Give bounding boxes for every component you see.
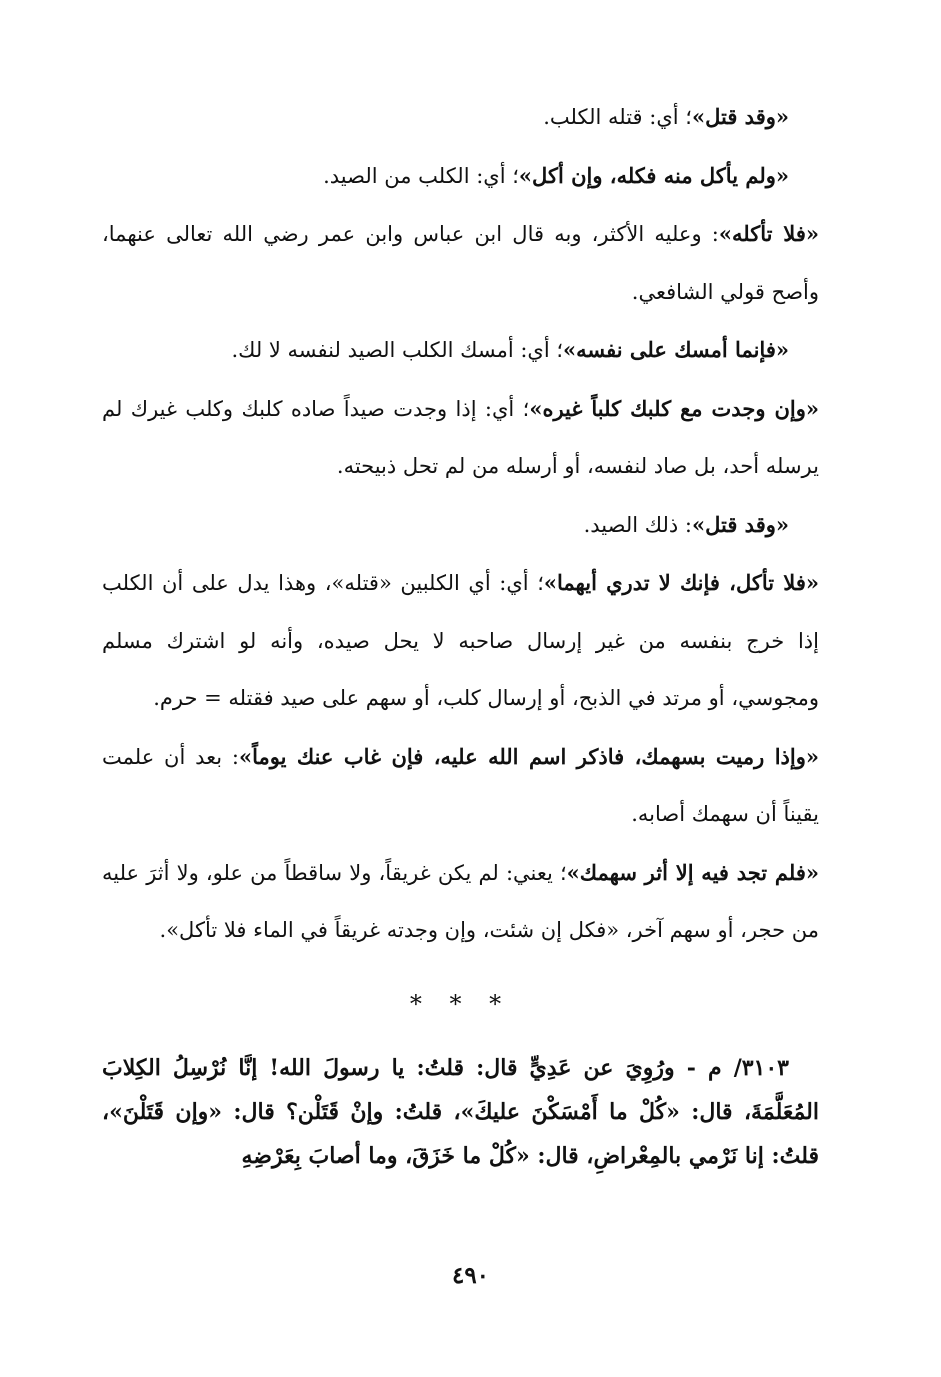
- commentary-text: ؛ أي: أي الكلبين «قتله»، وهذا يدل على أن الكلب إذا خرج بنفسه من غير إرسال صاحبه لا يحل صيده، وأنه لو اشترك مسلم ومجوسي، أو مرتد في الذبح، أو إرسال كلب، أو سهم على صيد فقتله = حرم.: [102, 571, 819, 710]
- quoted-text: «فلا تأكل، فإنك لا تدري أيهما»: [543, 570, 819, 595]
- quoted-text: «وإن وجدت مع كلبك كلباً غيره»: [529, 395, 819, 421]
- commentary-paragraph-9: [102, 844, 819, 960]
- commentary-text: : بعد أن علمت يقيناً أن سهمك أصابه.: [102, 744, 819, 826]
- quoted-text: «فإنما أمسك على نفسه»: [563, 337, 789, 362]
- commentary-text: ؛ أي: الكلب من الصيد.: [323, 163, 519, 188]
- quoted-text: «فلا تأكله»: [718, 221, 819, 246]
- commentary-paragraph-5: [102, 380, 819, 496]
- quoted-text: «وقد قتل»: [691, 104, 789, 129]
- commentary-text: : ذلك الصيد.: [583, 512, 692, 537]
- commentary-text: ؛ أي: أمسك الكلب الصيد لنفسه لا لك.: [231, 338, 564, 362]
- commentary-paragraph-4: [102, 321, 819, 380]
- commentary-paragraph-7: [102, 554, 819, 728]
- commentary-text: ؛ أي: قتله الكلب.: [543, 105, 692, 129]
- commentary-text: ؛ يعني: لم يكن غريقاً، ولا ساقطاً من علو، ولا أثرَ عليه من حجر، أو سهم آخر، «فكل إن شئت، وإن وجدته غريقاً في الماء فلا تأكل».: [102, 860, 819, 942]
- section-separator: * * *: [409, 989, 512, 1018]
- quoted-text: «فلم تجد فيه إلا أثر سهمك»: [566, 859, 819, 885]
- commentary-paragraph-3: [102, 205, 819, 321]
- commentary-paragraph-8: [102, 728, 819, 844]
- commentary-paragraph-2: [102, 147, 819, 206]
- page-number: ٤٩٠: [451, 1262, 490, 1289]
- hadith-text: ٣١٠٣/ م - ورُوِيَ عن عَدِيٍّ قال: قلتُ: يا رسولَ الله! إنَّا نُرْسِلُ الكِلابَ المُعَلَّمَةَ، قال: «كُلْ ما أَمْسَكْنَ عليكَ»، قلتُ: وإنْ قَتَلْن؟ قال: «وإن قَتَلْنَ»، قلتُ: إنا نَرْمي بالمِعْراضِ، قال: «كُلْ ما خَزَقَ، وما أصابَ بِعَرْضِهِ: [102, 1054, 819, 1169]
- quoted-text: «ولم يأكل منه فكله، وإن أكل»: [518, 162, 789, 188]
- commentary-text: : وعليه الأكثر، وبه قال ابن عباس وابن عمر رضي الله تعالى عنهما، وأصح قولي الشافعي.: [102, 222, 819, 304]
- commentary-paragraph-6: [102, 496, 819, 555]
- commentary-paragraph-1: [102, 88, 819, 147]
- quoted-text: «وإذا رميت بسهمك، فاذكر اسم الله عليه، فإن غاب عنك يوماً»: [238, 743, 819, 769]
- commentary-text: ؛ أي: إذا وجدت صيداً صاده كلبك وكلب غيرك لم يرسله أحد، بل صاد لنفسه، أو أرسله من لم تحل ذبيحته.: [102, 396, 819, 478]
- quoted-text: «وقد قتل»: [691, 511, 789, 537]
